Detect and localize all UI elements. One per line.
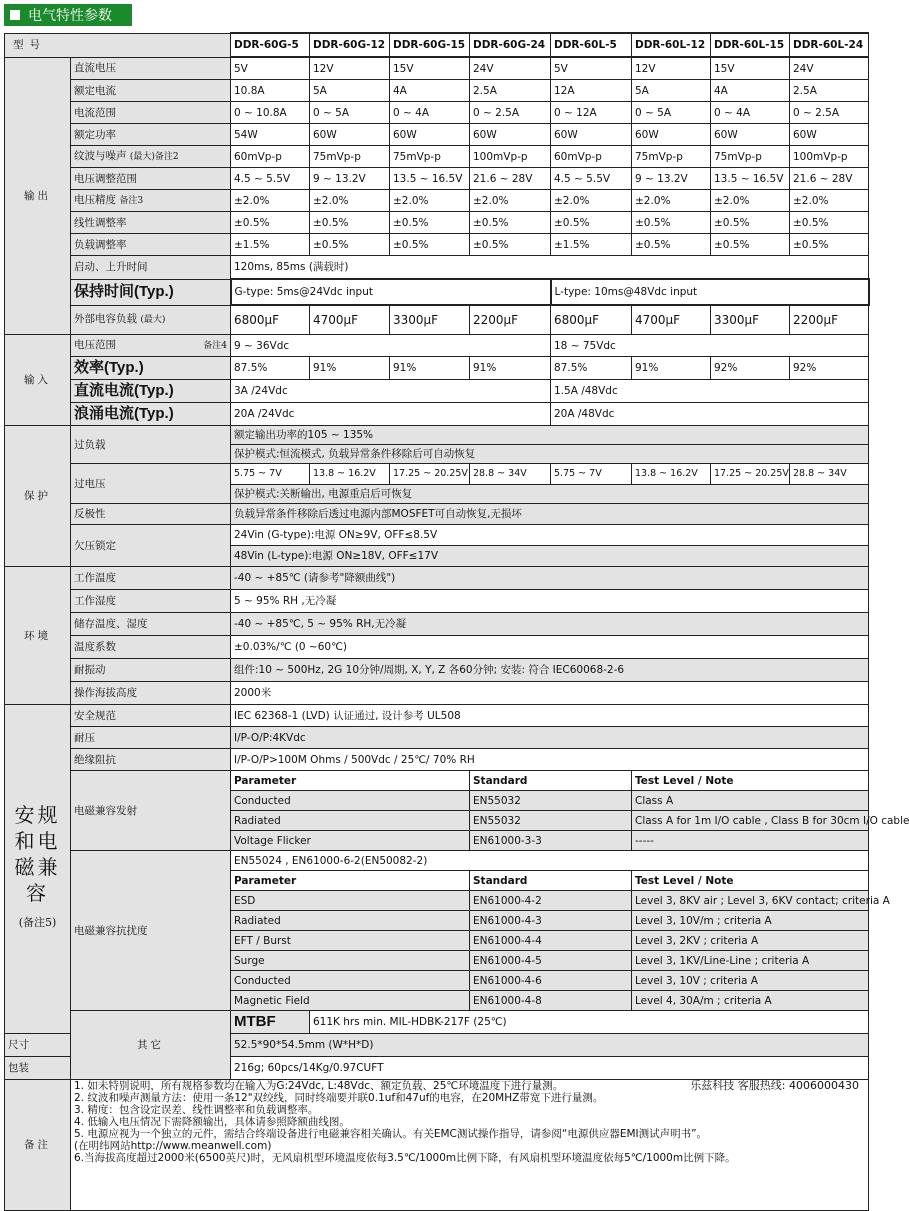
row-label: 工作湿度	[71, 590, 231, 613]
value-cell: ±2.0%	[711, 190, 790, 212]
value-cell: 15V	[390, 57, 470, 80]
table-row	[5, 659, 869, 682]
row-label	[71, 57, 231, 80]
note-line: 6.当海拔高度超过2000米(6500英尺)时，无风扇机型环境温度依每3.5℃/1000m比例下降，有风扇机型环境温度依每5℃/1000m比例下降。	[74, 1152, 736, 1164]
value-cell: 24V	[470, 57, 551, 80]
emi-param: Radiated	[231, 811, 470, 831]
category-environment: 环境	[5, 567, 71, 705]
table-row	[5, 57, 869, 80]
value-cell: 3A /24Vdc	[231, 380, 551, 403]
row-label: 过负载	[71, 426, 231, 464]
value-cell: 28.8 ~ 34V	[470, 464, 551, 485]
table-row	[5, 705, 869, 727]
value-cell: ±2.0%	[632, 190, 711, 212]
table-row	[5, 403, 869, 426]
table-row	[5, 426, 869, 445]
value-cell: 13.5 ~ 16.5V	[390, 168, 470, 190]
value-cell: 54W	[231, 124, 310, 146]
value-cell: 12V	[310, 57, 390, 80]
value-cell: 6800μF	[551, 305, 632, 335]
emi-standard: EN61000-3-3	[470, 831, 632, 851]
value-cell: ±0.5%	[470, 234, 551, 256]
row-label-text: 额定电流	[74, 84, 116, 97]
ems-standard: EN61000-4-6	[470, 971, 632, 991]
row-label	[71, 234, 231, 256]
value-cell: ±2.0%	[231, 190, 310, 212]
value-cell: ±1.5%	[551, 234, 632, 256]
value-cell: 6800μF	[231, 305, 310, 335]
model-name: DDR-60L-5	[551, 33, 632, 57]
note-line: 2. 纹波和噪声测量方法：使用一条12"双绞线，同时终端要并联0.1uf和47uf的电容，在20MHZ带宽下进行量测。	[74, 1092, 604, 1104]
row-label-text: 电压调整范围	[74, 172, 137, 185]
value-cell: ±0.5%	[390, 212, 470, 234]
category-protection: 保护	[5, 426, 71, 567]
model-name: DDR-60G-5	[231, 33, 310, 57]
table-row	[5, 613, 869, 636]
emi-header-level: Test Level / Note	[632, 771, 869, 791]
value-cell: 1.5A /48Vdc	[551, 380, 869, 403]
checkbox-square-icon	[10, 10, 20, 20]
value-cell: 60W	[711, 124, 790, 146]
section-header-text: 电气特性参数	[28, 8, 112, 24]
row-label: 启动、上升时间	[71, 256, 231, 280]
value-cell: 60mVp-p	[551, 146, 632, 168]
value-cell: 21.6 ~ 28V	[470, 168, 551, 190]
value-cell: 0 ~ 2.5A	[470, 102, 551, 124]
value-cell: EN55024 , EN61000-6-2(EN50082-2)	[231, 851, 869, 871]
ems-header-level: Test Level / Note	[632, 871, 869, 891]
table-row	[5, 102, 869, 124]
value-cell: 13.8 ~ 16.2V	[632, 464, 711, 485]
value-cell: 0 ~ 4A	[711, 102, 790, 124]
value-cell: 9 ~ 36Vdc	[231, 335, 551, 357]
value-cell: 0 ~ 12A	[551, 102, 632, 124]
value-cell: 24V	[790, 57, 869, 80]
row-label: 安全规范	[71, 705, 231, 727]
value-cell: 4.5 ~ 5.5V	[551, 168, 632, 190]
value-cell: 15V	[711, 57, 790, 80]
value-cell: 120ms, 85ms (满载时)	[231, 256, 869, 280]
row-label	[71, 168, 231, 190]
category-notes: 备注	[5, 1080, 71, 1211]
emi-header-standard: Standard	[470, 771, 632, 791]
category-line: 磁兼	[14, 855, 61, 879]
model-label: 型号	[5, 33, 231, 57]
value-cell: 20A /24Vdc	[231, 403, 551, 426]
row-label	[71, 212, 231, 234]
value-cell: 9 ~ 13.2V	[632, 168, 711, 190]
value-cell: 保护模式:关断输出, 电源重启后可恢复	[231, 485, 869, 504]
row-label	[71, 102, 231, 124]
row-label: 耐压	[71, 727, 231, 749]
category-note: (备注5)	[18, 916, 57, 929]
ems-param: Magnetic Field	[231, 991, 470, 1011]
value-cell: 100mVp-p	[470, 146, 551, 168]
row-label-text: 负载调整率	[74, 238, 127, 251]
value-cell: 60W	[790, 124, 869, 146]
ems-level: Level 3, 10V/m ; criteria A	[632, 911, 869, 931]
ems-level: Level 4, 30A/m ; criteria A	[632, 991, 869, 1011]
table-row	[5, 727, 869, 749]
note-line: 4. 低输入电压情况下需降额输出，具体请参照降额曲线图。	[74, 1116, 350, 1128]
category-line: 和电	[14, 829, 61, 853]
table-row	[5, 256, 869, 280]
value-cell: 5.75 ~ 7V	[551, 464, 632, 485]
value-cell: ±2.0%	[310, 190, 390, 212]
value-cell: ±2.0%	[790, 190, 869, 212]
table-row	[5, 851, 869, 871]
value-cell: 4A	[711, 80, 790, 102]
value-cell: ±0.5%	[310, 212, 390, 234]
table-row	[5, 335, 869, 357]
table-row	[5, 168, 869, 190]
value-cell: G-type: 5ms@24Vdc input	[231, 279, 551, 305]
value-cell: ±0.5%	[390, 234, 470, 256]
row-label: 工作温度	[71, 567, 231, 590]
row-label: 包装	[5, 1057, 71, 1080]
row-note: 备注4	[203, 341, 227, 351]
model-name: DDR-60G-15	[390, 33, 470, 57]
model-name: DDR-60G-12	[310, 33, 390, 57]
value-cell: 5V	[551, 57, 632, 80]
value-cell: 52.5*90*54.5mm (W*H*D)	[231, 1034, 869, 1057]
value-cell: -40 ~ +85℃ (请参考"降额曲线")	[231, 567, 869, 590]
value-cell: 60W	[470, 124, 551, 146]
value-cell: 0 ~ 10.8A	[231, 102, 310, 124]
table-row	[5, 590, 869, 613]
value-cell: 保护模式:恒流模式, 负载异常条件移除后可自动恢复	[231, 445, 869, 464]
ems-standard: EN61000-4-8	[470, 991, 632, 1011]
value-cell: 91%	[632, 357, 711, 380]
table-row	[5, 305, 869, 335]
table-row	[5, 190, 869, 212]
value-cell: 75mVp-p	[711, 146, 790, 168]
emi-standard: EN55032	[470, 791, 632, 811]
emi-level: Class A	[632, 791, 869, 811]
emi-param: Voltage Flicker	[231, 831, 470, 851]
value-cell: 216g; 60pcs/14Kg/0.97CUFT	[231, 1057, 869, 1080]
table-row	[5, 146, 869, 168]
value-cell: 92%	[711, 357, 790, 380]
value-cell: -40 ~ +85℃, 5 ~ 95% RH,无冷凝	[231, 613, 869, 636]
value-cell: ±2.0%	[470, 190, 551, 212]
value-cell: 75mVp-p	[632, 146, 711, 168]
value-cell: 9 ~ 13.2V	[310, 168, 390, 190]
value-cell: 0 ~ 5A	[310, 102, 390, 124]
value-cell: ±0.5%	[711, 234, 790, 256]
ems-header-standard: Standard	[470, 871, 632, 891]
value-cell: I/P-O/P>100M Ohms / 500Vdc / 25℃/ 70% RH	[231, 749, 869, 771]
row-note: 备注3	[119, 196, 144, 206]
row-label	[71, 305, 231, 335]
value-cell: 3300μF	[390, 305, 470, 335]
table-row	[5, 636, 869, 659]
table-row	[5, 525, 869, 546]
value-cell: 611K hrs min. MIL-HDBK-217F (25℃)	[310, 1011, 869, 1034]
value-cell: IEC 62368-1 (LVD) 认证通过, 设计参考 UL508	[231, 705, 869, 727]
row-label: 反极性	[71, 504, 231, 525]
value-cell: 5A	[632, 80, 711, 102]
row-label-text: 直流电压	[74, 62, 116, 75]
model-name: DDR-60G-24	[470, 33, 551, 57]
row-label-text: 电压精度	[74, 194, 116, 206]
row-note: (最大)	[140, 315, 166, 326]
ems-level: Level 3, 1KV/Line-Line ; criteria A	[632, 951, 869, 971]
emi-param: Conducted	[231, 791, 470, 811]
value-cell: 60W	[551, 124, 632, 146]
value-cell: 12V	[632, 57, 711, 80]
ems-header-param: Parameter	[231, 871, 470, 891]
table-row	[5, 682, 869, 705]
value-cell: 60W	[632, 124, 711, 146]
value-cell: 2.5A	[790, 80, 869, 102]
row-label	[71, 190, 231, 212]
ems-level: Level 3, 8KV air ; Level 3, 6KV contact; criteria A	[632, 891, 869, 911]
value-cell: ±0.5%	[551, 212, 632, 234]
value-cell: 4700μF	[632, 305, 711, 335]
note-line: (在明纬网站http://www.meanwell.com)	[74, 1140, 272, 1152]
table-row	[5, 1080, 869, 1211]
row-label: 过电压	[71, 464, 231, 504]
value-cell: 17.25 ~ 20.25V	[711, 464, 790, 485]
value-cell: ±0.5%	[632, 212, 711, 234]
row-label: 电磁兼容发射	[71, 771, 231, 851]
value-cell: ±0.5%	[711, 212, 790, 234]
value-cell: ±0.5%	[790, 212, 869, 234]
row-label: 效率(Typ.)	[71, 357, 231, 380]
value-cell: 100mVp-p	[790, 146, 869, 168]
table-row	[5, 212, 869, 234]
ems-param: Radiated	[231, 911, 470, 931]
table-row	[5, 124, 869, 146]
table-row	[5, 380, 869, 403]
ems-standard: EN61000-4-2	[470, 891, 632, 911]
row-label: 浪涌电流(Typ.)	[71, 403, 231, 426]
emi-level: -----	[632, 831, 869, 851]
category-line: 安规	[14, 803, 61, 827]
table-row	[5, 33, 869, 57]
emi-standard: EN55032	[470, 811, 632, 831]
value-cell: 2200μF	[470, 305, 551, 335]
value-cell: I/P-O/P:4KVdc	[231, 727, 869, 749]
value-cell: 4A	[390, 80, 470, 102]
value-cell: 87.5%	[551, 357, 632, 380]
value-cell: ±1.5%	[231, 234, 310, 256]
value-cell: 0 ~ 4A	[390, 102, 470, 124]
ems-level: Level 3, 2KV ; criteria A	[632, 931, 869, 951]
ems-level: Level 3, 10V ; criteria A	[632, 971, 869, 991]
value-cell: 10.8A	[231, 80, 310, 102]
hotline: 乐兹科技 客服热线: 4006000430	[690, 1079, 859, 1092]
value-cell: 4700μF	[310, 305, 390, 335]
category-safety-emc	[5, 705, 71, 1034]
row-label: 耐振动	[71, 659, 231, 682]
ems-param: Surge	[231, 951, 470, 971]
row-label: 储存温度、湿度	[71, 613, 231, 636]
value-cell: ±0.5%	[470, 212, 551, 234]
table-row	[5, 567, 869, 590]
value-cell: 21.6 ~ 28V	[790, 168, 869, 190]
category-output: 输出	[5, 57, 71, 335]
value-cell: 额定输出功率的105 ~ 135%	[231, 426, 869, 445]
value-cell: 91%	[390, 357, 470, 380]
row-label-text: 额定功率	[74, 128, 116, 141]
value-cell: 0 ~ 5A	[632, 102, 711, 124]
row-label: 操作海拔高度	[71, 682, 231, 705]
row-label: 电磁兼容抗扰度	[71, 851, 231, 1011]
category-others: 其它	[71, 1011, 231, 1080]
value-cell: 60W	[390, 124, 470, 146]
value-cell: ±0.5%	[310, 234, 390, 256]
value-cell: 5V	[231, 57, 310, 80]
value-cell: 24Vin (G-type):电源 ON≥9V, OFF≤8.5V	[231, 525, 869, 546]
model-name: DDR-60L-24	[790, 33, 869, 57]
note-line: 3. 精度：包含设定误差、线性调整率和负载调整率。	[74, 1104, 319, 1116]
category-line: 容	[26, 881, 49, 905]
table-row	[5, 279, 869, 305]
section-header	[4, 4, 132, 26]
row-label-text: 外部电容负载	[74, 313, 137, 326]
value-cell: 20A /48Vdc	[551, 403, 869, 426]
value-cell: L-type: 10ms@48Vdc input	[551, 279, 869, 305]
ems-standard: EN61000-4-4	[470, 931, 632, 951]
table-row	[5, 1011, 869, 1034]
table-row	[5, 464, 869, 485]
value-cell: ±0.5%	[231, 212, 310, 234]
value-cell: ±2.0%	[551, 190, 632, 212]
table-row	[5, 771, 869, 791]
value-cell: 91%	[310, 357, 390, 380]
table-row	[5, 504, 869, 525]
value-cell: 87.5%	[231, 357, 310, 380]
value-cell: ±0.5%	[790, 234, 869, 256]
value-cell: 组件:10 ~ 500Hz, 2G 10分钟/周期, X, Y, Z 各60分钟; 安装: 符合 IEC60068-2-6	[231, 659, 869, 682]
ems-param: Conducted	[231, 971, 470, 991]
table-row	[5, 749, 869, 771]
value-cell: 12A	[551, 80, 632, 102]
value-cell: 5.75 ~ 7V	[231, 464, 310, 485]
category-input: 输入	[5, 335, 71, 426]
spec-table	[4, 32, 909, 1211]
value-cell: 75mVp-p	[390, 146, 470, 168]
table-row	[5, 80, 869, 102]
ems-standard: EN61000-4-5	[470, 951, 632, 971]
model-name: DDR-60L-12	[632, 33, 711, 57]
row-label-text: 纹波与噪声	[74, 150, 127, 162]
table-row	[5, 234, 869, 256]
row-label: 温度系数	[71, 636, 231, 659]
model-name: DDR-60L-15	[711, 33, 790, 57]
row-label	[71, 335, 231, 357]
row-label	[71, 80, 231, 102]
value-cell: ±0.03%/℃ (0 ~60℃)	[231, 636, 869, 659]
value-cell: 4.5 ~ 5.5V	[231, 168, 310, 190]
row-label-text: 电流范围	[74, 106, 116, 119]
table-row	[5, 357, 869, 380]
value-cell: 13.8 ~ 16.2V	[310, 464, 390, 485]
value-cell: 18 ~ 75Vdc	[551, 335, 869, 357]
value-cell: 13.5 ~ 16.5V	[711, 168, 790, 190]
row-label-text: 电压范围	[74, 339, 116, 351]
row-label-text: 线性调整率	[74, 216, 127, 229]
ems-param: EFT / Burst	[231, 931, 470, 951]
notes-block	[71, 1080, 869, 1211]
emi-level: Class A for 1m I/O cable , Class B for 30cm I/O cable	[632, 811, 869, 831]
value-cell: 2.5A	[470, 80, 551, 102]
value-cell: 48Vin (L-type):电源 ON≥18V, OFF≤17V	[231, 546, 869, 567]
row-label: 直流电流(Typ.)	[71, 380, 231, 403]
value-cell: 2000米	[231, 682, 869, 705]
row-label	[71, 146, 231, 168]
value-cell: 0 ~ 2.5A	[790, 102, 869, 124]
value-cell: 3300μF	[711, 305, 790, 335]
row-note: (最大)备注2	[129, 152, 179, 162]
value-cell: 60mVp-p	[231, 146, 310, 168]
emi-header-param: Parameter	[231, 771, 470, 791]
row-label: 欠压锁定	[71, 525, 231, 567]
value-cell: 5 ~ 95% RH ,无冷凝	[231, 590, 869, 613]
value-cell: 92%	[790, 357, 869, 380]
value-cell: 5A	[310, 80, 390, 102]
row-label: MTBF	[231, 1011, 310, 1034]
ems-param: ESD	[231, 891, 470, 911]
ems-standard: EN61000-4-3	[470, 911, 632, 931]
row-label: 绝缘阻抗	[71, 749, 231, 771]
value-cell: 91%	[470, 357, 551, 380]
value-cell: ±2.0%	[390, 190, 470, 212]
value-cell: 75mVp-p	[310, 146, 390, 168]
note-line: 1. 如未特别说明，所有规格参数均在输入为G:24Vdc, L:48Vdc、额定负载、25℃环境温度下进行量测。	[74, 1080, 564, 1092]
value-cell: ±0.5%	[632, 234, 711, 256]
row-label: 尺寸	[5, 1034, 71, 1057]
value-cell: 60W	[310, 124, 390, 146]
row-label	[71, 124, 231, 146]
note-line: 5. 电源应视为一个独立的元件，需结合终端设备进行电磁兼容相关确认。有关EMC测试操作指导，请参阅“电源供应器EMI测试声明书”。	[74, 1128, 708, 1140]
value-cell: 负载异常条件移除后透过电源内部MOSFET可自动恢复,无损坏	[231, 504, 869, 525]
value-cell: 2200μF	[790, 305, 869, 335]
row-label: 保持时间(Typ.)	[71, 279, 231, 305]
value-cell: 28.8 ~ 34V	[790, 464, 869, 485]
value-cell: 17.25 ~ 20.25V	[390, 464, 470, 485]
